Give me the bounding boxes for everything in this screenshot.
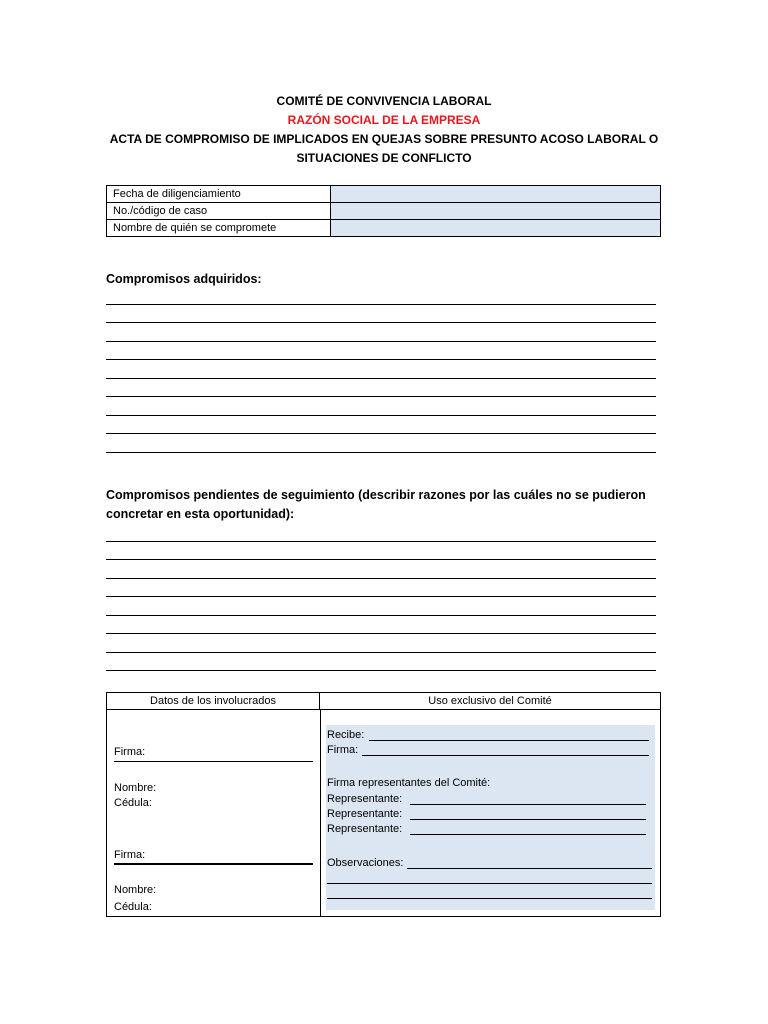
recibe-label: Recibe: — [327, 729, 365, 741]
company-name: RAZÓN SOCIAL DE LA EMPRESA — [287, 113, 481, 127]
compromisos-adquiridos-lines[interactable] — [106, 286, 656, 453]
representantes-title: Firma representantes del Comité: — [327, 777, 491, 789]
observaciones-label: Observaciones: — [327, 857, 404, 869]
representante-label-3: Representante: — [327, 823, 403, 835]
firma-comite-line[interactable] — [362, 755, 649, 756]
writing-line[interactable] — [106, 653, 656, 672]
fecha-label: Fecha de diligenciamiento — [107, 186, 331, 203]
writing-line[interactable] — [106, 342, 656, 361]
codigo-caso-label: No./código de caso — [107, 203, 331, 220]
compromisos-adquiridos-heading: Compromisos adquiridos: — [106, 272, 262, 286]
writing-line[interactable] — [106, 434, 656, 453]
writing-line[interactable] — [106, 360, 656, 379]
nombre-label-1: Nombre: — [114, 782, 157, 794]
form-title: COMITÉ DE CONVIVENCIA LABORAL — [276, 94, 492, 108]
document-subtitle: SITUACIONES DE CONFLICTO — [296, 151, 472, 165]
observaciones-line-1[interactable] — [407, 868, 652, 869]
representante-label-1: Representante: — [327, 793, 403, 805]
representante-line-1[interactable] — [410, 804, 646, 805]
writing-line[interactable] — [106, 560, 656, 579]
case-info-table — [106, 185, 661, 237]
codigo-caso-field[interactable] — [331, 203, 661, 220]
fecha-field[interactable] — [331, 186, 661, 203]
writing-line[interactable] — [106, 616, 656, 635]
writing-line[interactable] — [106, 597, 656, 616]
representante-line-2[interactable] — [410, 819, 646, 820]
nombre-compromete-field[interactable] — [331, 220, 661, 237]
firma-line-2[interactable] — [114, 863, 313, 865]
firma-comite-label: Firma: — [327, 744, 359, 756]
involucrados-header: Datos de los involucrados — [107, 693, 320, 710]
comite-section — [326, 725, 655, 910]
writing-line[interactable] — [106, 634, 656, 653]
writing-line[interactable] — [106, 323, 656, 342]
writing-line[interactable] — [106, 579, 656, 598]
recibe-line[interactable] — [369, 740, 649, 741]
comite-header: Uso exclusivo del Comité — [320, 693, 660, 710]
firma-label-1: Firma: — [114, 746, 146, 758]
writing-line[interactable] — [106, 397, 656, 416]
firma-label-2: Firma: — [114, 849, 146, 861]
nombre-label-2: Nombre: — [114, 884, 157, 896]
observaciones-line-2[interactable] — [327, 883, 652, 884]
writing-line[interactable] — [106, 542, 656, 561]
writing-line[interactable] — [106, 416, 656, 435]
nombre-compromete-label: Nombre de quién se compromete — [107, 220, 331, 237]
table-row — [107, 186, 661, 203]
observaciones-line-3[interactable] — [327, 898, 652, 899]
compromisos-pendientes-lines[interactable] — [106, 523, 656, 671]
document-title: ACTA DE COMPROMISO DE IMPLICADOS EN QUEJAS SOBRE PRESUNTO ACOSO LABORAL O — [109, 132, 659, 146]
cedula-label-2: Cédula: — [114, 901, 152, 913]
representante-label-2: Representante: — [327, 808, 403, 820]
representante-line-3[interactable] — [410, 834, 646, 835]
writing-line[interactable] — [106, 379, 656, 398]
signature-table — [106, 692, 661, 917]
compromisos-pendientes-heading: Compromisos pendientes de seguimiento (describir razones por las cuáles no se pudieron concretar en esta oportunidad): — [106, 488, 646, 521]
table-row — [107, 220, 661, 237]
writing-line[interactable] — [106, 305, 656, 324]
table-row — [107, 203, 661, 220]
writing-line[interactable] — [106, 286, 656, 305]
firma-line-1[interactable] — [114, 761, 313, 762]
writing-line[interactable] — [106, 523, 656, 542]
cedula-label-1: Cédula: — [114, 797, 152, 809]
column-divider — [320, 710, 321, 916]
